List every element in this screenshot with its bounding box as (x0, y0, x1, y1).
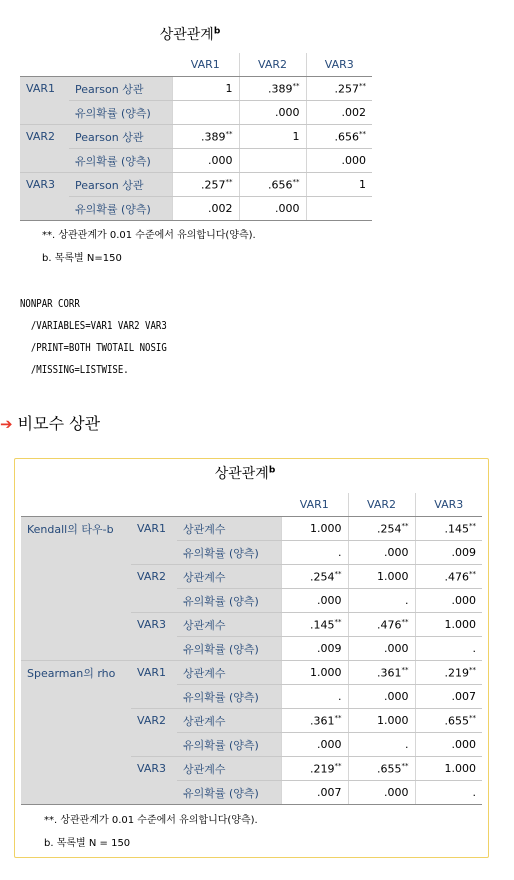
table2-footnote-n: b. 목록별 N = 150 (44, 838, 131, 849)
significance-marker: ** (469, 521, 476, 530)
row-label-variable: VAR1 (131, 517, 177, 541)
row-label-variable (20, 149, 69, 173)
value-cell (172, 101, 239, 125)
cell-value: .389 (268, 82, 293, 96)
row-label-method (21, 733, 131, 757)
value-cell (415, 565, 482, 589)
value-cell (348, 613, 415, 637)
value-cell (415, 661, 482, 685)
value-cell (415, 781, 482, 805)
significance-marker: ** (401, 617, 409, 626)
row-label-method (21, 589, 131, 613)
row-label-statistic: Pearson 상관 (69, 173, 172, 197)
section-title: 비모수 상관 (17, 414, 101, 433)
value-cell (348, 637, 415, 661)
cell-value: .000 (451, 594, 476, 607)
cell-value: . (472, 642, 476, 655)
cell-value: .000 (208, 154, 233, 167)
value-cell (348, 781, 415, 805)
value-cell (281, 637, 348, 661)
row-label-statistic: 유의확률 (양측) (177, 541, 281, 565)
cell-value: . (472, 786, 476, 799)
row-label-statistic: Pearson 상관 (69, 77, 172, 101)
value-cell (306, 101, 372, 125)
value-cell (348, 757, 415, 781)
table-row (20, 197, 372, 221)
syntax-line: /PRINT=BOTH TWOTAIL NOSIG (20, 342, 167, 354)
significance-marker: ** (292, 177, 300, 186)
cell-value: .655 (377, 762, 402, 776)
cell-value: 1 (225, 82, 233, 95)
column-header: VAR2 (348, 493, 415, 517)
value-cell (415, 757, 482, 781)
significance-marker: ** (401, 761, 409, 770)
cell-value: .000 (451, 738, 476, 751)
significance-marker: ** (401, 665, 409, 674)
table1-title-sup: b (213, 26, 221, 37)
row-label-statistic: Pearson 상관 (69, 125, 172, 149)
value-cell (281, 517, 348, 541)
syntax-block (20, 293, 167, 381)
row-label-method: Spearman의 rho (21, 661, 131, 685)
syntax-line: NONPAR CORR (20, 298, 80, 310)
significance-marker: ** (401, 521, 409, 530)
table-row (20, 173, 372, 197)
value-cell (281, 685, 348, 709)
table-row (20, 125, 372, 149)
value-cell (415, 733, 482, 757)
cell-value: 1.000 (310, 522, 342, 535)
row-label-statistic: 상관계수 (177, 517, 281, 541)
syntax-line: /VARIABLES=VAR1 VAR2 VAR3 (20, 320, 167, 332)
row-label-method: Kendall의 타우-b (21, 517, 131, 541)
value-cell (281, 541, 348, 565)
row-label-variable: VAR3 (20, 173, 69, 197)
table-row (20, 101, 372, 125)
row-label-statistic: 유의확률 (양측) (69, 101, 172, 125)
value-cell (281, 757, 348, 781)
value-cell (239, 77, 306, 101)
table-row (21, 517, 482, 541)
value-cell (281, 589, 348, 613)
table-row (20, 77, 372, 101)
column-header: VAR1 (281, 493, 348, 517)
cell-value: .007 (317, 786, 342, 799)
table-row (21, 541, 482, 565)
value-cell (306, 197, 372, 221)
row-label-variable (20, 101, 69, 125)
row-label-variable (20, 197, 69, 221)
row-label-statistic: 상관계수 (177, 661, 281, 685)
significance-marker: ** (469, 665, 476, 674)
row-label-method (21, 757, 131, 781)
row-label-variable: VAR3 (131, 757, 177, 781)
row-label-method (21, 709, 131, 733)
table-row (21, 709, 482, 733)
table2-title-sup: b (268, 465, 276, 476)
value-cell (306, 125, 372, 149)
value-cell (281, 709, 348, 733)
cell-value: 1.000 (444, 762, 476, 775)
table-row (21, 733, 482, 757)
row-label-variable: VAR2 (131, 709, 177, 733)
row-label-variable: VAR1 (131, 661, 177, 685)
row-label-method (21, 781, 131, 805)
cell-value: .656 (268, 178, 293, 192)
table1-title-text: 상관관계 (159, 27, 214, 43)
correlation-table-nonparametric (21, 493, 482, 805)
cell-value: 1.000 (377, 714, 409, 727)
value-cell (348, 661, 415, 685)
column-header: VAR2 (239, 53, 306, 77)
cell-value: .002 (208, 202, 233, 215)
row-label-statistic: 유의확률 (양측) (177, 685, 281, 709)
significance-marker: ** (225, 177, 233, 186)
value-cell (281, 613, 348, 637)
cell-value: . (338, 690, 342, 703)
table-row (21, 637, 482, 661)
cell-value: .476 (377, 618, 402, 632)
row-label-statistic: 유의확률 (양측) (177, 589, 281, 613)
value-cell (348, 709, 415, 733)
table-row (21, 565, 482, 589)
significance-marker: ** (334, 617, 342, 626)
row-label-variable (131, 733, 177, 757)
arrow-right-icon: ➔ (0, 415, 13, 433)
cell-value: .009 (451, 546, 476, 559)
correlation-table-pearson (20, 53, 372, 221)
cell-value: .000 (275, 106, 300, 119)
value-cell (415, 685, 482, 709)
significance-marker: ** (359, 129, 366, 138)
table-row (21, 757, 482, 781)
cell-value: .000 (384, 642, 409, 655)
cell-value: .009 (317, 642, 342, 655)
row-label-method (21, 637, 131, 661)
table-row (21, 685, 482, 709)
cell-value: 1.000 (310, 666, 342, 679)
cell-value: .000 (317, 738, 342, 751)
row-label-method (21, 565, 131, 589)
row-label-method (21, 541, 131, 565)
value-cell (172, 77, 239, 101)
row-label-variable: VAR3 (131, 613, 177, 637)
row-label-variable (131, 541, 177, 565)
significance-marker: ** (292, 81, 300, 90)
table2-footnote-significance: **. 상관관계가 0.01 수준에서 유의합니다(양측). (44, 815, 258, 826)
value-cell (172, 149, 239, 173)
cell-value: .656 (334, 130, 359, 144)
value-cell (306, 149, 372, 173)
column-header: VAR1 (172, 53, 239, 77)
value-cell (348, 517, 415, 541)
table-row (21, 781, 482, 805)
value-cell (281, 661, 348, 685)
value-cell (239, 173, 306, 197)
significance-marker: ** (334, 713, 342, 722)
cell-value: .000 (275, 202, 300, 215)
value-cell (348, 565, 415, 589)
syntax-line: /MISSING=LISTWISE. (20, 364, 129, 376)
cell-value: .000 (384, 546, 409, 559)
value-cell (281, 781, 348, 805)
cell-value: .254 (310, 570, 335, 584)
row-label-variable: VAR2 (131, 565, 177, 589)
table1-footnote-significance: **. 상관관계가 0.01 수준에서 유의합니다(양측). (42, 230, 256, 241)
cell-value: .257 (201, 178, 226, 192)
value-cell (239, 101, 306, 125)
value-cell (415, 517, 482, 541)
cell-value: 1.000 (377, 570, 409, 583)
cell-value: .254 (377, 522, 402, 536)
cell-value: .145 (444, 522, 469, 536)
value-cell (348, 541, 415, 565)
cell-value: .361 (377, 666, 402, 680)
row-label-statistic: 상관계수 (177, 709, 281, 733)
row-label-statistic: 유의확률 (양측) (177, 637, 281, 661)
value-cell (306, 173, 372, 197)
table-header-row (21, 493, 482, 517)
table-row (21, 589, 482, 613)
cell-value: .000 (341, 154, 366, 167)
value-cell (348, 685, 415, 709)
cell-value: .257 (334, 82, 359, 96)
value-cell (415, 589, 482, 613)
cell-value: 1 (292, 130, 300, 143)
row-label-statistic: 상관계수 (177, 757, 281, 781)
cell-value: .219 (310, 762, 335, 776)
row-label-method (21, 685, 131, 709)
value-cell (281, 565, 348, 589)
value-cell (172, 125, 239, 149)
table2-title-text: 상관관계 (214, 466, 269, 482)
row-label-method (21, 613, 131, 637)
cell-value: 1 (359, 178, 366, 191)
value-cell (348, 589, 415, 613)
row-label-variable (131, 637, 177, 661)
cell-value: .000 (384, 690, 409, 703)
row-label-variable (131, 781, 177, 805)
row-label-variable (131, 589, 177, 613)
row-label-statistic: 유의확률 (양측) (177, 781, 281, 805)
value-cell (172, 173, 239, 197)
cell-value: . (338, 546, 342, 559)
significance-marker: ** (469, 713, 476, 722)
cell-value: .002 (341, 106, 366, 119)
row-label-statistic: 유의확률 (양측) (69, 197, 172, 221)
value-cell (415, 613, 482, 637)
significance-marker: ** (334, 761, 342, 770)
cell-value: .007 (451, 690, 476, 703)
value-cell (239, 197, 306, 221)
table1-title (130, 24, 250, 44)
significance-marker: ** (334, 569, 342, 578)
value-cell (306, 77, 372, 101)
significance-marker: ** (225, 129, 233, 138)
row-label-statistic: 유의확률 (양측) (69, 149, 172, 173)
table-row (21, 661, 482, 685)
row-label-variable (131, 685, 177, 709)
table1-footnote-n: b. 목록별 N=150 (42, 253, 122, 264)
significance-marker: ** (359, 81, 366, 90)
cell-value: 1.000 (444, 618, 476, 631)
value-cell (348, 733, 415, 757)
cell-value: .655 (444, 714, 469, 728)
value-cell (239, 149, 306, 173)
row-label-variable: VAR2 (20, 125, 69, 149)
value-cell (281, 733, 348, 757)
significance-marker: ** (469, 569, 476, 578)
cell-value: .000 (384, 786, 409, 799)
column-header: VAR3 (415, 493, 482, 517)
row-label-statistic: 상관계수 (177, 613, 281, 637)
table-row (21, 613, 482, 637)
cell-value: .000 (317, 594, 342, 607)
cell-value: .389 (201, 130, 226, 144)
value-cell (415, 637, 482, 661)
table2-title (180, 463, 310, 483)
cell-value: .476 (444, 570, 469, 584)
table-header-row (20, 53, 372, 77)
cell-value: .145 (310, 618, 335, 632)
column-header: VAR3 (306, 53, 372, 77)
cell-value: . (405, 738, 409, 751)
cell-value: . (405, 594, 409, 607)
value-cell (415, 541, 482, 565)
table-row (20, 149, 372, 173)
section-heading (0, 411, 100, 434)
value-cell (415, 709, 482, 733)
value-cell (172, 197, 239, 221)
row-label-statistic: 유의확률 (양측) (177, 733, 281, 757)
value-cell (239, 125, 306, 149)
row-label-variable: VAR1 (20, 77, 69, 101)
cell-value: .219 (444, 666, 469, 680)
cell-value: .361 (310, 714, 335, 728)
row-label-statistic: 상관계수 (177, 565, 281, 589)
